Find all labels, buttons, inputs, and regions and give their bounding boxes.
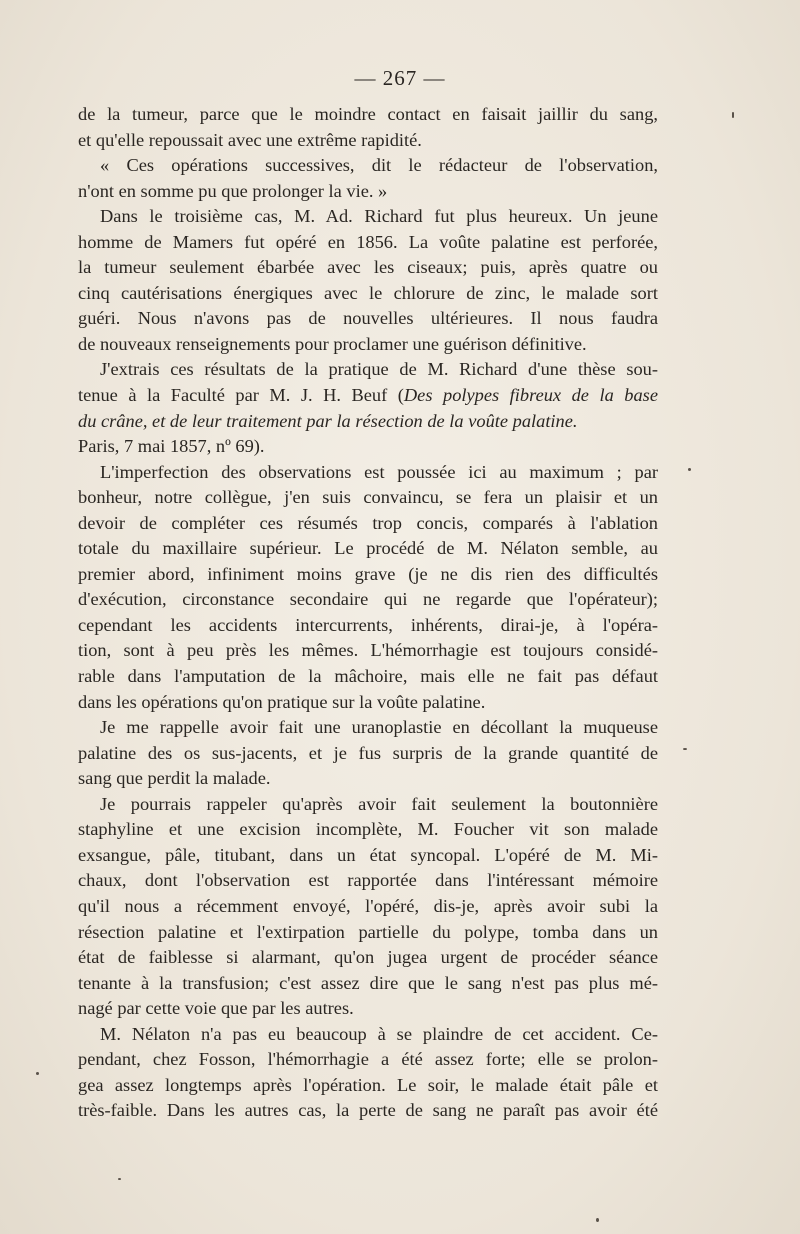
paper-speck: [688, 468, 691, 471]
text-line: devoir de compléter ces résumés trop concis, comparés à l'ablation: [78, 512, 658, 533]
body-text: [78, 102, 658, 1124]
text-line: Paris, 7 mai 1857, nº 69).: [78, 436, 265, 457]
text-line: bonheur, notre collègue, j'en suis convaincu, se fera un plaisir et un: [78, 487, 658, 508]
text-line: rable dans l'amputation de la mâchoire, mais elle ne fait pas défaut: [78, 666, 658, 687]
text-line: staphyline et une excision incomplète, M. Foucher vit son malade: [78, 819, 658, 840]
text-line: Dans le troisième cas, M. Ad. Richard fut plus heureux. Un jeune: [100, 206, 658, 227]
text-line: J'extrais ces résultats de la pratique de M. Richard d'une thèse sou-: [100, 359, 658, 380]
text-line: tenante à la transfusion; c'est assez dire que le sang n'est pas plus mé-: [78, 972, 658, 993]
text-line: cependant les accidents intercurrents, inhérents, dirai-je, à l'opéra-: [78, 614, 658, 635]
text-fragment: tenue à la Faculté par M. J. H. Beuf (: [78, 385, 404, 406]
text-line: du crâne, et de leur traitement par la résection de la voûte palatine.: [78, 410, 578, 431]
text-line: exsangue, pâle, titubant, dans un état syncopal. L'opéré de M. Mi-: [78, 844, 658, 865]
text-line: et qu'elle repoussait avec une extrême rapidité.: [78, 129, 422, 150]
text-line: nagé par cette voie que par les autres.: [78, 998, 354, 1019]
text-line: résection palatine et l'extirpation partielle du polype, tomba dans un: [78, 921, 658, 942]
text-line: totale du maxillaire supérieur. Le procédé de M. Nélaton semble, au: [78, 538, 658, 559]
text-line: [78, 383, 658, 409]
text-line: gea assez longtemps après l'opération. Le soir, le malade était pâle et: [78, 1074, 658, 1095]
text-line: dans les opérations qu'on pratique sur la voûte palatine.: [78, 691, 486, 712]
text-line: Je me rappelle avoir fait une uranoplastie en décollant la muqueuse: [100, 717, 658, 738]
text-line: qu'il nous a récemment envoyé, l'opéré, dis-je, après avoir subi la: [78, 895, 658, 916]
text-line: M. Nélaton n'a pas eu beaucoup à se plaindre de cet accident. Ce-: [100, 1023, 658, 1044]
text-line: premier abord, infiniment moins grave (je ne dis rien des difficultés: [78, 563, 658, 584]
paper-speck: [732, 112, 734, 118]
page-number: — 267 —: [354, 66, 446, 90]
text-line: homme de Mamers fut opéré en 1856. La voûte palatine est perforée,: [78, 231, 658, 252]
text-line: n'ont en somme pu que prolonger la vie. »: [78, 180, 388, 201]
text-line: très-faible. Dans les autres cas, la perte de sang ne paraît pas avoir été: [78, 1100, 658, 1121]
text-line: tion, sont à peu près les mêmes. L'hémorrhagie est toujours considé-: [78, 640, 658, 661]
paper-speck: [683, 748, 687, 750]
text-line: chaux, dont l'observation est rapportée dans l'intéressant mémoire: [78, 870, 658, 891]
text-line: cinq cautérisations énergiques avec le chlorure de zinc, le malade sort: [78, 282, 658, 303]
text-line: de nouveaux renseignements pour proclamer une guérison définitive.: [78, 333, 587, 354]
text-line: « Ces opérations successives, dit le rédacteur de l'observation,: [100, 155, 658, 176]
text-line: d'exécution, circonstance secondaire qui ne regarde que l'opérateur);: [78, 589, 658, 610]
text-line: guéri. Nous n'avons pas de nouvelles ultérieures. Il nous faudra: [78, 308, 658, 329]
text-line: sang que perdit la malade.: [78, 768, 271, 789]
text-line: palatine des os sus-jacents, et je fus surpris de la grande quantité de: [78, 742, 658, 763]
text-line: Je pourrais rappeler qu'après avoir fait seulement la boutonnière: [100, 793, 658, 814]
text-line: état de faiblesse si alarmant, qu'on jugea urgent de procéder séance: [78, 947, 658, 968]
paper-speck: [118, 1178, 121, 1180]
paper-speck: [36, 1072, 39, 1075]
text-line: L'imperfection des observations est poussée ici au maximum ; par: [100, 461, 658, 482]
text-line: pendant, chez Fosson, l'hémorrhagie a été assez forte; elle se prolon-: [78, 1049, 658, 1070]
text-line: de la tumeur, parce que le moindre contact en faisait jaillir du sang,: [78, 104, 658, 124]
text-line: la tumeur seulement ébarbée avec les ciseaux; puis, après quatre ou: [78, 257, 658, 278]
paper-speck: [596, 1218, 599, 1222]
italic-title: Des polypes fibreux de la base: [403, 385, 658, 406]
